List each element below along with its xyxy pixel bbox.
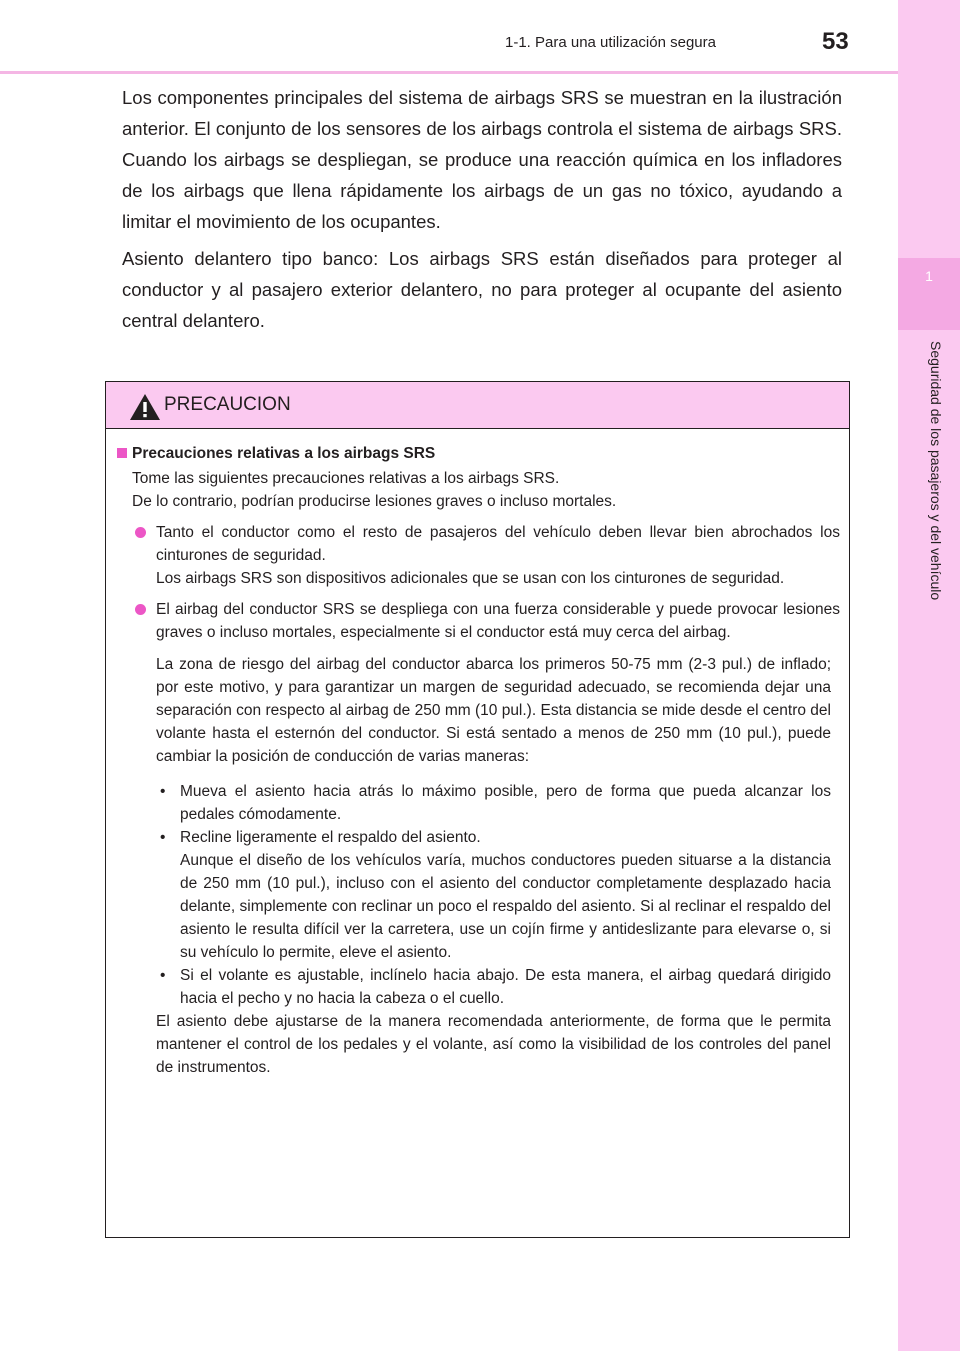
- list-item: [156, 826, 831, 964]
- intro-text: [122, 82, 842, 342]
- list-bullet: •: [160, 829, 166, 846]
- caution-bullet: [132, 521, 843, 590]
- bullet-text: Tanto el conductor como el resto de pasajeros del vehículo deben llevar bien abrochados los cinturones de seguridad.: [156, 524, 840, 564]
- risk-zone-text: [116, 653, 843, 768]
- intro-paragraph: Asiento delantero tipo banco: Los airbags SRS están diseñados para proteger al conductor y al pasajero exterior delantero, no para proteger al ocupante del asiento central delantero.: [122, 248, 842, 331]
- caution-lead: [116, 467, 843, 513]
- list-item-text: Mueva el asiento hacia atrás lo máximo posible, pero de forma que pueda alcanzar los pedales cómodamente.: [180, 783, 831, 823]
- chapter-title: Seguridad de los pasajeros y del vehículo: [928, 341, 944, 601]
- adjustment-list: [116, 780, 843, 1010]
- chapter-number: 1: [925, 268, 933, 284]
- bullet-text: Los airbags SRS son dispositivos adicionales que se usan con los cinturones de seguridad.: [156, 570, 785, 587]
- list-item: [156, 964, 831, 1010]
- closing-paragraph: El asiento debe ajustarse de la manera recomendada anteriormente, de forma que le permita mantener el control de los pedales y el volante, así como la visibilidad de los controles del panel de instrumentos.: [156, 1013, 831, 1076]
- list-bullet: •: [160, 967, 166, 984]
- caution-title: PRECAUCION: [164, 394, 291, 415]
- caution-box: [105, 381, 850, 1238]
- caution-body: [116, 442, 843, 1079]
- list-item-text: Recline ligeramente el respaldo del asiento.: [180, 829, 481, 846]
- caution-bullet: [132, 598, 843, 644]
- section-title: 1-1. Para una utilización segura: [505, 34, 716, 51]
- risk-zone-paragraph: La zona de riesgo del airbag del conductor abarca los primeros 50-75 mm (2-3 pul.) de inflado; por este motivo, y para garantizar un margen de seguridad adecuado, se recomienda dejar una separación con respecto al airbag de 250 mm (10 pul.). Esta distancia se mide desde el centro del volante hasta el esternón del conductor. Si está sentado a menos de 250 mm (10 pul.), puede cambiar la posición de conducción de varias maneras:: [156, 656, 831, 765]
- round-bullet-icon: [135, 527, 146, 538]
- round-bullet-icon: [135, 604, 146, 615]
- list-bullet: •: [160, 783, 166, 800]
- lead-line: De lo contrario, podrían producirse lesiones graves o incluso mortales.: [132, 493, 617, 510]
- list-item: [156, 780, 831, 826]
- list-item-text: Aunque el diseño de los vehículos varía, muchos conductores pueden situarse a la distancia de 250 mm (10 pul.), incluso con el asiento del conductor completamente desplazado hacia delante, simplemente con reclinar un poco el respaldo del asiento. Si al reclinar el respaldo del asiento le resulta difícil ver la carretera, use un cojín firme y antideslizante para elevarse o, si su vehículo lo permite, eleve el asiento.: [180, 852, 831, 961]
- caution-heading: [116, 442, 843, 465]
- header-rule: [0, 71, 898, 74]
- chapter-side-tab[interactable]: [898, 0, 960, 1351]
- list-item-text: Si el volante es ajustable, inclínelo hacia abajo. De esta manera, el airbag quedará dirigido hacia el pecho y no hacia la cabeza o el cuello.: [180, 967, 831, 1007]
- caution-heading-text: Precauciones relativas a los airbags SRS: [132, 445, 436, 462]
- page-number: 53: [822, 28, 849, 55]
- bullet-text: El airbag del conductor SRS se despliega con una fuerza considerable y puede provocar lesiones graves o incluso mortales, especialmente si el conductor está muy cerca del airbag.: [156, 601, 840, 641]
- lead-line: Tome las siguientes precauciones relativas a los airbags SRS.: [132, 470, 560, 487]
- intro-paragraph: Los componentes principales del sistema de airbags SRS se muestran en la ilustración anterior. El conjunto de los sensores de los airbags controla el sistema de airbags SRS. Cuando los airbags se despliegan, se produce una reacción química en los infladores de los airbags que llena rápidamente los airbags de un gas no tóxico, ayudando a limitar el movimiento de los ocupantes.: [122, 87, 842, 232]
- square-bullet-icon: [117, 448, 127, 458]
- warning-triangle-icon: [129, 392, 161, 422]
- caution-header: [106, 382, 849, 429]
